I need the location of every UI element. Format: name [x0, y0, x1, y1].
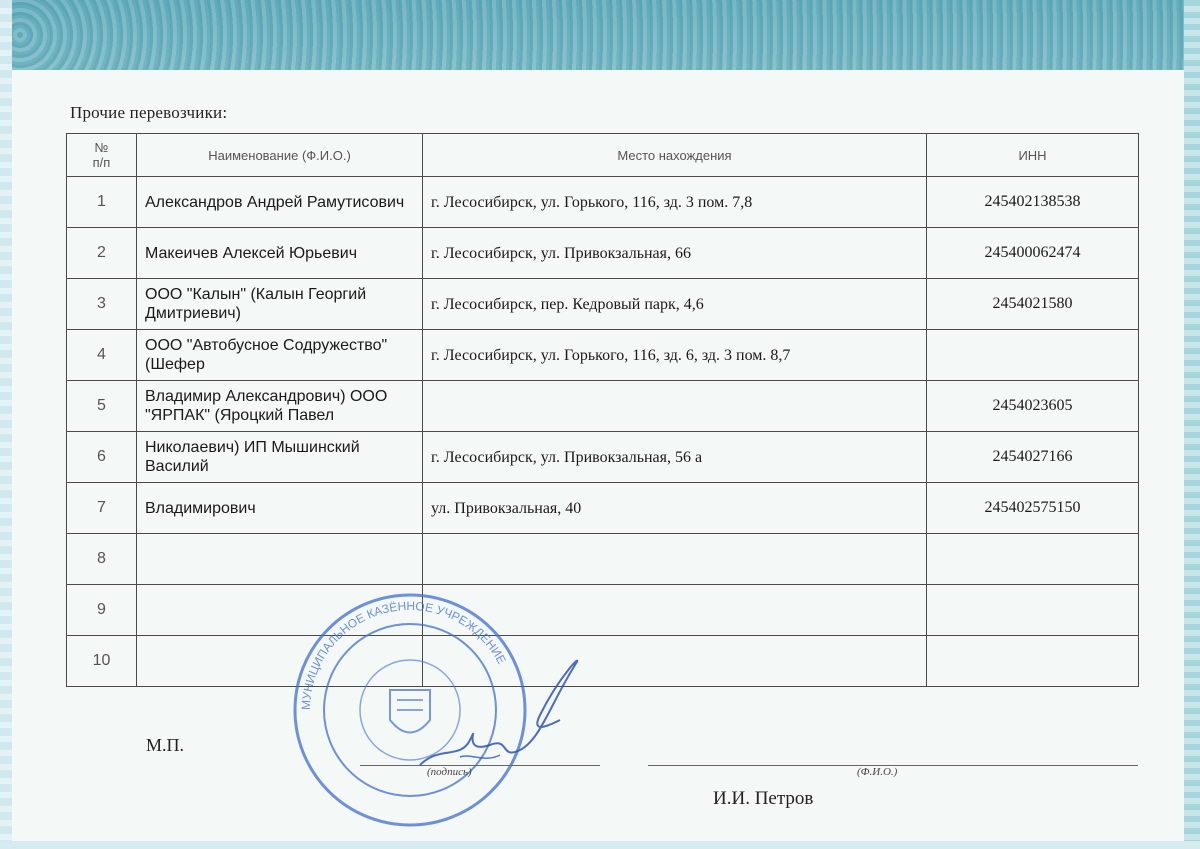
cell-num: 8: [67, 534, 137, 585]
cell-num: 3: [67, 279, 137, 330]
cell-inn: 2454027166: [927, 432, 1139, 483]
table-row: [67, 432, 1139, 483]
cell-inn: [927, 534, 1139, 585]
cell-num: 1: [67, 177, 137, 228]
cell-name: [137, 534, 423, 585]
table-row: [67, 483, 1139, 534]
stamp-place-label: М.П.: [146, 735, 185, 755]
bottom-border: [0, 841, 1200, 849]
cell-inn: 2454021580: [927, 279, 1139, 330]
cell-place: г. Лесосибирск, ул. Горького, 116, зд. 6, зд. 3 пом. 8,7: [423, 330, 927, 381]
cell-name: ООО "Калын" (Калын Георгий Дмитриевич): [137, 279, 423, 330]
cell-place: [423, 381, 927, 432]
signature-line: [360, 765, 600, 766]
cell-num: 6: [67, 432, 137, 483]
header-inn: ИНН: [927, 134, 1139, 177]
table-row: [67, 279, 1139, 330]
cell-num: 4: [67, 330, 137, 381]
table-row: [67, 381, 1139, 432]
section-title: Прочие перевозчики:: [70, 103, 228, 122]
guilloche-right-border: [1184, 0, 1200, 849]
cell-num: 10: [67, 636, 137, 687]
cell-inn: 245402575150: [927, 483, 1139, 534]
cell-num: 5: [67, 381, 137, 432]
signer-name: И.И. Петров: [713, 788, 814, 809]
cell-place: ул. Привокзальная, 40: [423, 483, 927, 534]
table-row: [67, 585, 1139, 636]
cell-place: [423, 534, 927, 585]
cell-place: г. Лесосибирск, ул. Привокзальная, 66: [423, 228, 927, 279]
guilloche-top-border: [0, 0, 1200, 70]
header-place: Место нахождения: [423, 134, 927, 177]
cell-num: 9: [67, 585, 137, 636]
cell-inn: [927, 585, 1139, 636]
table-row: [67, 330, 1139, 381]
cell-place: г. Лесосибирск, пер. Кедровый парк, 4,6: [423, 279, 927, 330]
cell-name: Александров Андрей Рамутисович: [137, 177, 423, 228]
cell-inn: [927, 636, 1139, 687]
table-row: [67, 636, 1139, 687]
cell-num: 2: [67, 228, 137, 279]
cell-name: Макеичев Алексей Юрьевич: [137, 228, 423, 279]
cell-name: ООО "Автобусное Содружество" (Шефер: [137, 330, 423, 381]
carriers-table: [66, 133, 1139, 687]
cell-place: г. Лесосибирск, ул. Привокзальная, 56 а: [423, 432, 927, 483]
cell-inn: 245402138538: [927, 177, 1139, 228]
table-row: [67, 177, 1139, 228]
stamp-text: МУНИЦИПАЛЬНОЕ КАЗЁННОЕ УЧРЕЖДЕНИЕ: [298, 598, 509, 711]
header-name: Наименование (Ф.И.О.): [137, 134, 423, 177]
cell-name: Владимирович: [137, 483, 423, 534]
cell-place: г. Лесосибирск, ул. Горького, 116, зд. 3 пом. 7,8: [423, 177, 927, 228]
cell-inn: 2454023605: [927, 381, 1139, 432]
signature-caption: (подпись): [427, 766, 472, 778]
guilloche-left-border: [0, 0, 12, 849]
header-num: № п/п: [67, 134, 137, 177]
cell-inn: 245400062474: [927, 228, 1139, 279]
cell-num: 7: [67, 483, 137, 534]
table-row: [67, 228, 1139, 279]
cell-name: Владимир Александрович) ООО "ЯРПАК" (Яроцкий Павел: [137, 381, 423, 432]
cell-name: Николаевич) ИП Мышинский Василий: [137, 432, 423, 483]
cell-inn: [927, 330, 1139, 381]
table-header-row: [67, 134, 1139, 177]
table-row: [67, 534, 1139, 585]
fio-caption: (Ф.И.О.): [857, 766, 898, 778]
handwritten-signature: [400, 645, 590, 785]
